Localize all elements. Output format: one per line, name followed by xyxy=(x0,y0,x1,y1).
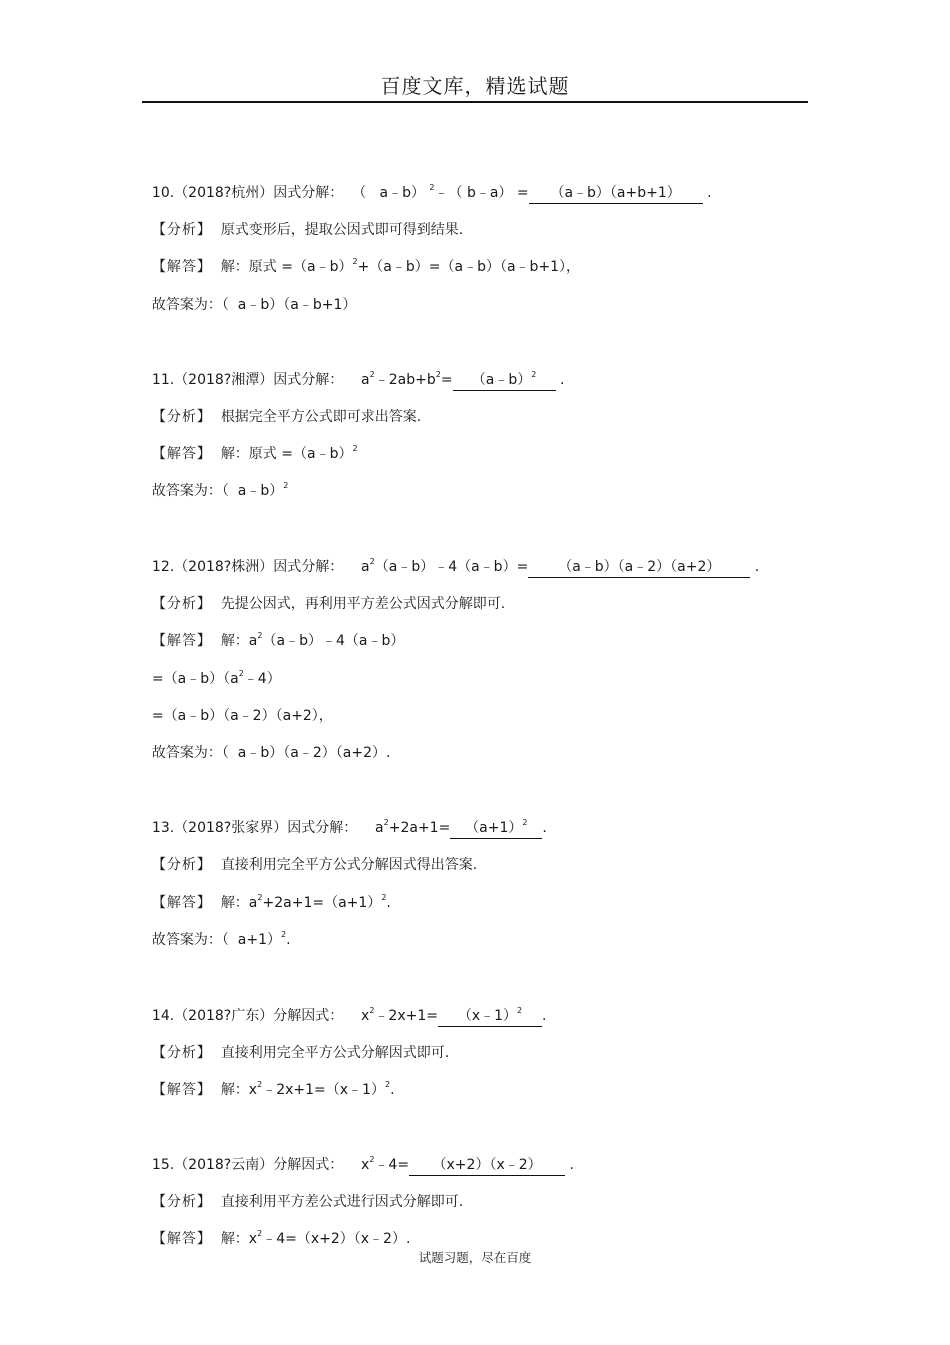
expression: ﹣2ab+b xyxy=(374,372,436,388)
question-number: 11. xyxy=(151,372,175,388)
question-15-solution xyxy=(143,1209,410,1249)
answer-text: （a﹣b） xyxy=(471,372,532,388)
page-header-title: 百度文库，精选试题 xyxy=(380,74,570,98)
solution-text: 解：a xyxy=(220,895,258,911)
question-source: （2018?张家界）因式分解： xyxy=(174,820,358,836)
exponent: 2 xyxy=(384,1080,391,1089)
end-punct: . xyxy=(542,1008,547,1024)
question-15-stem xyxy=(143,1135,574,1176)
question-12-solution xyxy=(143,611,404,651)
exponent: 2 xyxy=(283,481,289,490)
end-punct: . xyxy=(560,372,565,388)
solution-tag: 【解答】 xyxy=(151,895,212,911)
end-punct: . xyxy=(286,932,291,948)
exponent: 2 xyxy=(257,1080,263,1089)
answer-blank: （x+2）（x﹣2） xyxy=(409,1155,565,1176)
solution-text: 解：原式 =（a﹣b） xyxy=(220,259,353,275)
question-11-solution xyxy=(143,424,358,464)
final-answer: 故答案为：（ a+1） xyxy=(151,932,282,948)
answer-text: （a+1） xyxy=(465,820,523,836)
question-13-analysis xyxy=(143,835,477,875)
question-12-solution-step xyxy=(143,649,281,689)
final-answer: 故答案为：（ a﹣b） xyxy=(151,483,284,499)
question-source: （2018?广东）分解因式： xyxy=(174,1008,344,1024)
question-14-solution xyxy=(143,1060,395,1100)
expression: a xyxy=(375,820,384,836)
question-number: 10. xyxy=(151,185,175,201)
analysis-tag: 【分析】 xyxy=(151,409,212,425)
answer-blank: （a﹣b）（a+b+1） xyxy=(529,183,703,204)
page-footer: 试题习题，尽在百度 xyxy=(418,1250,532,1265)
solution-tag: 【解答】 xyxy=(151,633,212,649)
question-11-stem xyxy=(143,350,564,391)
analysis-text: 直接利用完全平方公式分解因式即可. xyxy=(220,1045,450,1061)
analysis-tag: 【分析】 xyxy=(151,222,212,238)
exponent: 2 xyxy=(281,930,287,939)
solution-tag: 【解答】 xyxy=(151,1231,212,1247)
question-10-analysis xyxy=(143,200,463,240)
question-11-final xyxy=(143,461,288,501)
question-source: （2018?株洲）因式分解： xyxy=(174,559,344,575)
analysis-text: 先提公因式，再利用平方差公式因式分解即可. xyxy=(220,596,506,612)
expression: ﹣（ b﹣a） = xyxy=(434,185,529,201)
question-10-stem xyxy=(143,163,712,204)
question-number: 12. xyxy=(151,559,175,575)
answer-text: （x﹣1） xyxy=(457,1008,518,1024)
solution-text: . xyxy=(390,1082,395,1098)
exponent: 2 xyxy=(352,257,358,266)
expression: x xyxy=(361,1008,370,1024)
exponent: 2 xyxy=(435,370,441,379)
solution-text: =（a﹣b）（a xyxy=(151,671,239,687)
question-12-solution-step xyxy=(143,686,333,726)
solution-text: 解：原式 =（a﹣b） xyxy=(220,446,353,462)
expression: = xyxy=(440,372,453,388)
question-13-stem xyxy=(143,798,547,839)
exponent: 2 xyxy=(369,370,375,379)
question-11-analysis xyxy=(143,387,421,427)
question-number: 13. xyxy=(151,820,175,836)
expression: （a﹣b）﹣4（a﹣b）= xyxy=(374,559,529,575)
exponent: 2 xyxy=(383,818,389,827)
expression: ﹣4= xyxy=(374,1157,410,1173)
solution-text: 解：x xyxy=(220,1082,258,1098)
exponent: 2 xyxy=(257,893,263,902)
question-10-final xyxy=(143,275,356,315)
end-punct: . xyxy=(569,1157,574,1173)
question-15-analysis xyxy=(143,1172,463,1212)
answer-blank xyxy=(438,1006,542,1027)
question-10-solution xyxy=(143,237,580,277)
analysis-tag: 【分析】 xyxy=(151,1194,212,1210)
exponent: 2 xyxy=(238,669,244,678)
expression: ﹣2x+1= xyxy=(374,1008,438,1024)
solution-text: ﹣2x+1=（x﹣1） xyxy=(262,1082,385,1098)
expression: （ a﹣b） xyxy=(352,185,425,201)
analysis-tag: 【分析】 xyxy=(151,857,212,873)
solution-text: 解：a xyxy=(220,633,258,649)
question-13-solution xyxy=(143,873,391,913)
exponent: 2 xyxy=(257,1229,263,1238)
header-divider xyxy=(142,101,808,103)
exponent: 2 xyxy=(352,444,358,453)
analysis-tag: 【分析】 xyxy=(151,596,212,612)
exponent: 2 xyxy=(531,370,537,379)
question-source: （2018?云南）分解因式： xyxy=(174,1157,344,1173)
solution-tag: 【解答】 xyxy=(151,259,212,275)
question-source: （2018?湘潭）因式分解： xyxy=(174,372,344,388)
analysis-text: 根据完全平方公式即可求出答案. xyxy=(220,409,422,425)
exponent: 2 xyxy=(517,1006,523,1015)
analysis-tag: 【分析】 xyxy=(151,1045,212,1061)
question-13-final xyxy=(143,910,291,950)
exponent: 2 xyxy=(522,818,528,827)
solution-text: 解：x xyxy=(220,1231,258,1247)
exponent: 2 xyxy=(429,183,435,192)
expression: +2a+1= xyxy=(388,820,451,836)
exponent: 2 xyxy=(381,893,387,902)
solution-tag: 【解答】 xyxy=(151,1082,212,1098)
solution-text: ﹣4） xyxy=(243,671,281,687)
analysis-text: 原式变形后，提取公因式即可得到结果. xyxy=(220,222,464,238)
solution-text: （a﹣b）﹣4（a﹣b） xyxy=(262,633,405,649)
expression: x xyxy=(361,1157,370,1173)
end-punct: . xyxy=(707,185,712,201)
question-number: 14. xyxy=(151,1008,175,1024)
final-answer: 故答案为：（ a﹣b）（a﹣b+1） xyxy=(151,297,357,313)
exponent: 2 xyxy=(257,631,263,640)
analysis-text: 直接利用平方差公式进行因式分解即可. xyxy=(220,1194,464,1210)
expression: a xyxy=(361,559,370,575)
solution-text: +2a+1=（a+1） xyxy=(262,895,382,911)
question-12-stem xyxy=(143,537,759,578)
exponent: 2 xyxy=(369,1155,375,1164)
question-source: （2018?杭州）因式分解： xyxy=(174,185,344,201)
solution-text: =（a﹣b）（a﹣2）（a+2）， xyxy=(151,708,333,724)
end-punct: . xyxy=(542,820,547,836)
question-number: 15. xyxy=(151,1157,175,1173)
question-12-analysis xyxy=(143,574,505,614)
final-answer: 故答案为：（ a﹣b）（a﹣2）（a+2）. xyxy=(151,745,391,761)
end-punct: . xyxy=(754,559,760,575)
solution-text: ﹣4=（x+2）（x﹣2）. xyxy=(262,1231,411,1247)
question-14-stem xyxy=(143,986,546,1027)
expression: a xyxy=(361,372,370,388)
exponent: 2 xyxy=(369,557,375,566)
solution-tag: 【解答】 xyxy=(151,446,212,462)
question-12-final xyxy=(143,723,390,763)
question-14-analysis xyxy=(143,1023,449,1063)
analysis-text: 直接利用完全平方公式分解因式得出答案. xyxy=(220,857,478,873)
solution-text: . xyxy=(386,895,391,911)
answer-blank xyxy=(453,370,556,391)
answer-blank: （a﹣b）（a﹣2）（a+2） xyxy=(528,557,750,578)
exponent: 2 xyxy=(369,1006,375,1015)
solution-text: +（a﹣b）=（a﹣b）（a﹣b+1）， xyxy=(357,259,581,275)
